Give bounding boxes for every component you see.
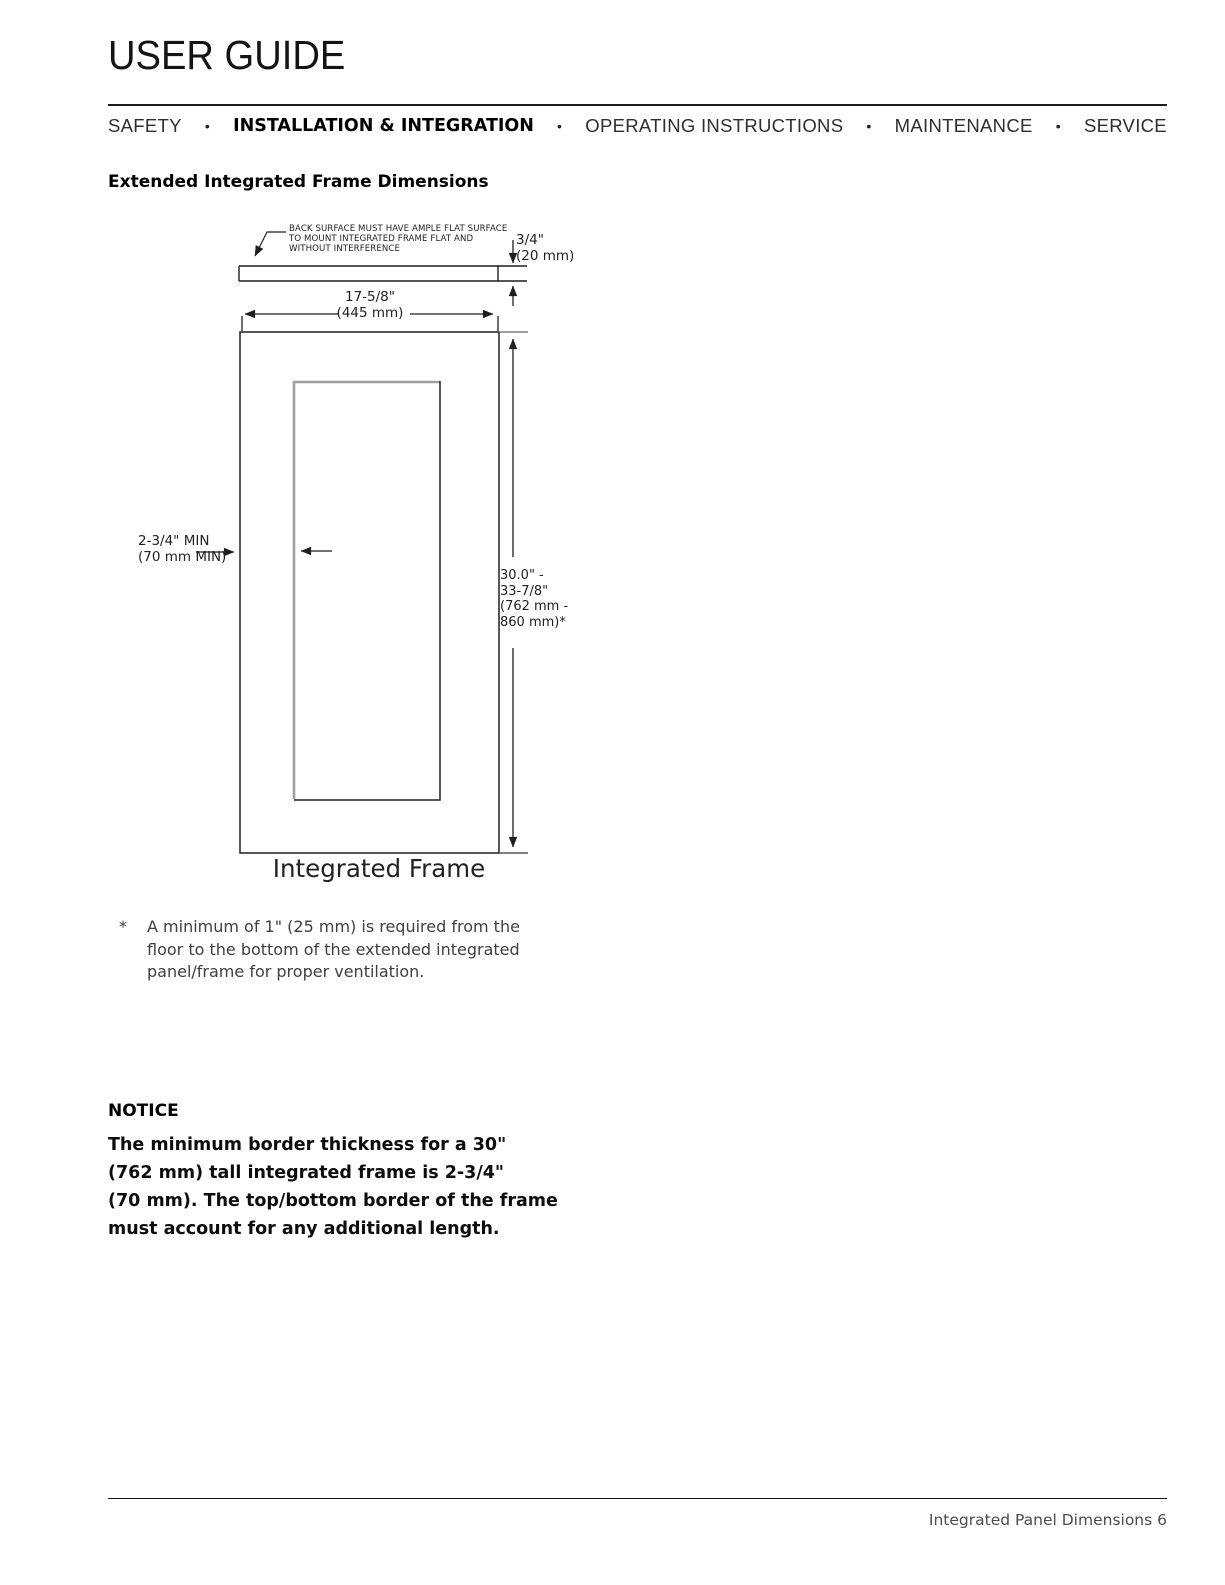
footnote-line: A minimum of 1" (25 mm) is required from the bbox=[147, 917, 520, 936]
height-mm-min: (762 mm - bbox=[500, 599, 569, 614]
footnote bbox=[119, 916, 520, 984]
bullet-separator-icon: • bbox=[557, 118, 563, 134]
height-inches-min: 30.0" - bbox=[500, 568, 544, 583]
backing-bar bbox=[239, 266, 527, 281]
border-inches: 2-3/4" MIN bbox=[138, 533, 210, 549]
nav-item-maintenance: MAINTENANCE bbox=[894, 115, 1033, 136]
section-heading: Extended Integrated Frame Dimensions bbox=[108, 172, 489, 192]
callout-note-line: TO MOUNT INTEGRATED FRAME FLAT AND bbox=[289, 234, 474, 244]
notice-line: must account for any additional length. bbox=[108, 1219, 500, 1239]
border-dimension-label bbox=[138, 533, 226, 565]
inner-panel-rect bbox=[294, 381, 440, 800]
nav-item-service: SERVICE bbox=[1083, 115, 1167, 136]
section-nav bbox=[108, 115, 1167, 137]
border-mm: (70 mm MIN) bbox=[138, 549, 227, 565]
callout-note-line: WITHOUT INTERFERENCE bbox=[289, 244, 401, 254]
outer-frame-rect bbox=[240, 332, 499, 853]
height-dimension-label bbox=[500, 568, 568, 630]
notice-body bbox=[108, 1131, 558, 1243]
footer-page-label: Integrated Panel Dimensions 6 bbox=[928, 1511, 1167, 1529]
notice-line: The minimum border thickness for a 30" bbox=[108, 1135, 507, 1155]
footnote-line: panel/frame for proper ventilation. bbox=[147, 962, 425, 981]
bullet-separator-icon: • bbox=[866, 118, 872, 134]
footer-divider bbox=[108, 1498, 1167, 1499]
nav-item-installation-integration: INSTALLATION & INTEGRATION bbox=[233, 116, 534, 136]
callout-note-line: BACK SURFACE MUST HAVE AMPLE FLAT SURFACE bbox=[289, 224, 508, 234]
bullet-separator-icon: • bbox=[1055, 118, 1061, 134]
thickness-inches: 3/4" bbox=[516, 232, 544, 248]
footnote-asterisk: * bbox=[119, 917, 127, 936]
nav-item-operating-instructions: OPERATING INSTRUCTIONS bbox=[585, 115, 844, 136]
header-divider bbox=[108, 104, 1167, 106]
diagram-caption: Integrated Frame bbox=[272, 854, 486, 883]
footnote-line: floor to the bottom of the extended integrated bbox=[147, 939, 520, 959]
bullet-separator-icon: • bbox=[204, 118, 211, 134]
width-mm: (445 mm) bbox=[336, 305, 404, 321]
thickness-dimension-label bbox=[516, 233, 574, 264]
notice-line: (70 mm). The top/bottom border of the frame bbox=[108, 1191, 558, 1211]
thickness-mm: (20 mm) bbox=[516, 247, 575, 264]
notice-title: NOTICE bbox=[108, 1101, 179, 1121]
page-title: USER GUIDE bbox=[108, 32, 346, 78]
nav-item-safety: SAFETY bbox=[108, 115, 182, 136]
height-mm-max: 860 mm)* bbox=[500, 614, 566, 630]
callout-leader-line bbox=[255, 232, 286, 256]
callout-note bbox=[289, 224, 507, 254]
notice-line: (762 mm) tall integrated frame is 2-3/4" bbox=[108, 1163, 505, 1183]
footnote-text bbox=[147, 916, 520, 984]
width-inches: 17-5/8" bbox=[345, 289, 395, 305]
width-dimension-label bbox=[242, 289, 498, 321]
height-inches-max: 33-7/8" bbox=[500, 583, 549, 599]
